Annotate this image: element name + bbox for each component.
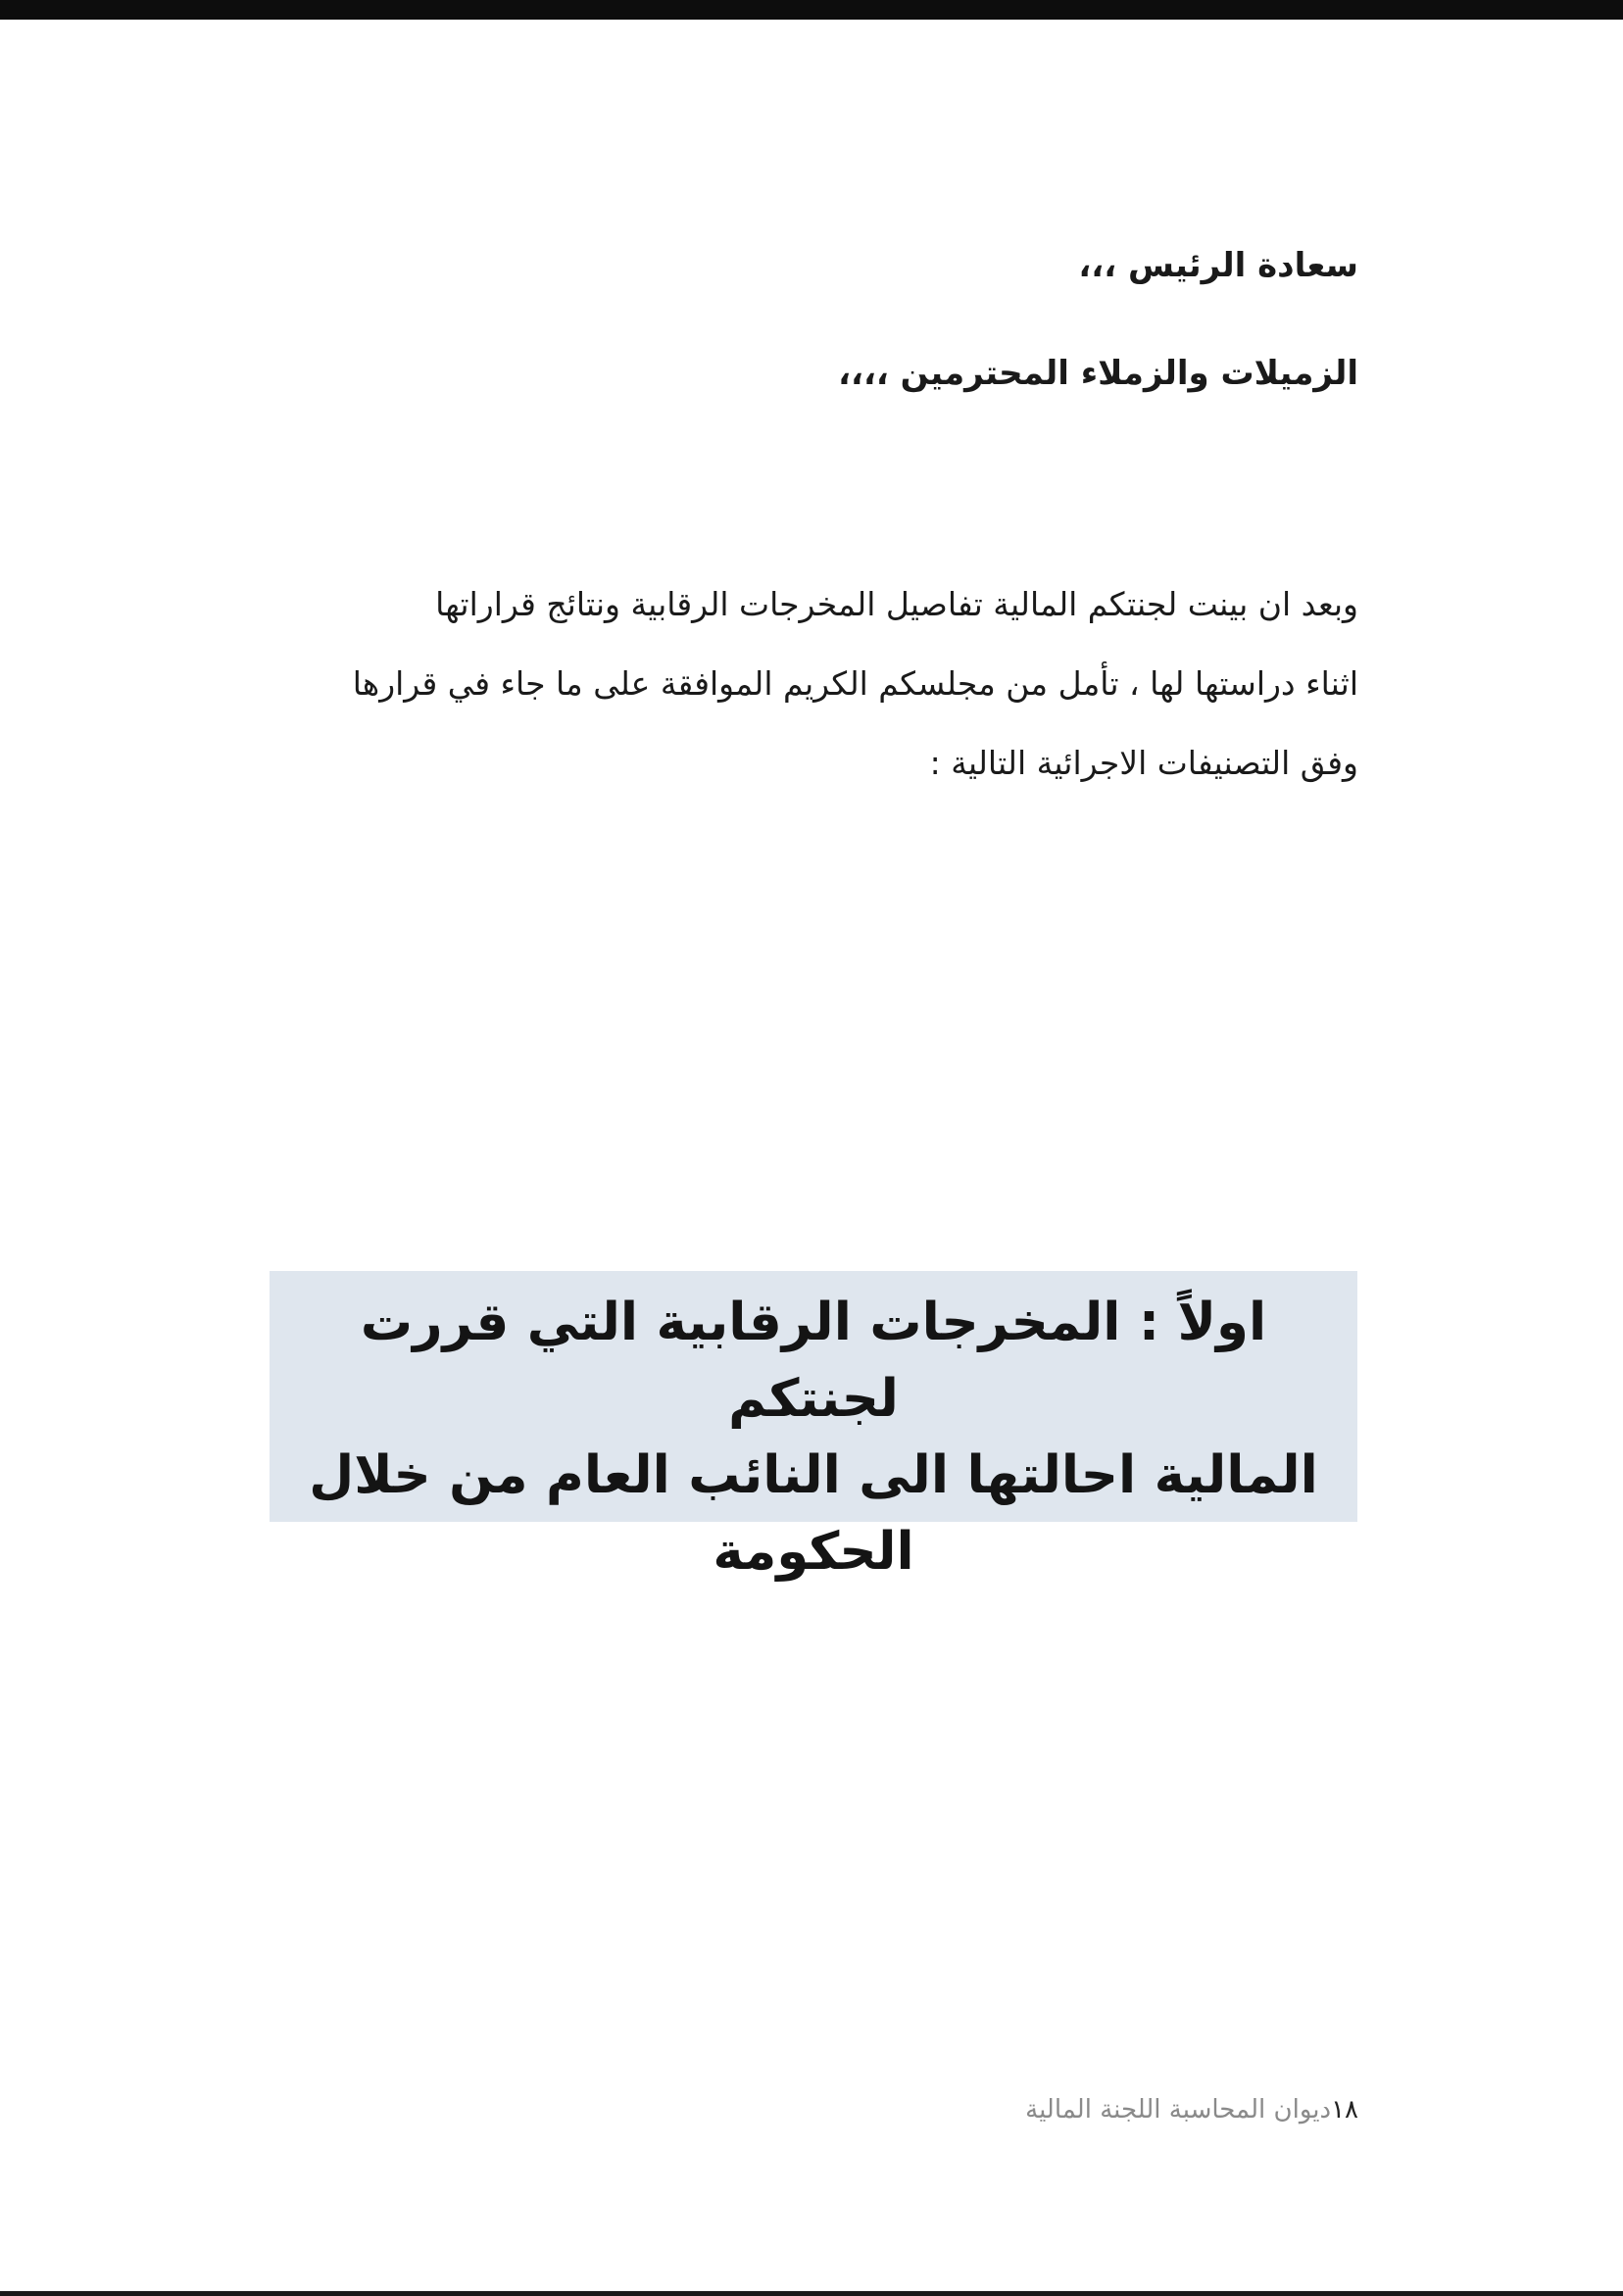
section-heading-line: اولاً : المخرجات الرقابية التي قررت لجنتكم bbox=[360, 1293, 1267, 1429]
running-title: ديوان المحاسبة اللجنة المالية bbox=[1025, 2095, 1332, 2125]
intro-paragraph bbox=[270, 564, 1358, 803]
intro-line: اثناء دراستها لها ، تأمل من مجلسكم الكريم الموافقة على ما جاء في قرارها bbox=[352, 664, 1358, 703]
greeting-president: سعادة الرئيس ،،، bbox=[1078, 246, 1358, 285]
section-heading-line: الحكومة bbox=[713, 1522, 914, 1582]
section-heading-line: المالية احالتها الى النائب العام من خلال bbox=[309, 1445, 1318, 1505]
greeting-colleagues: الزميلات والزملاء المحترمين ،،،، bbox=[838, 354, 1358, 393]
page-number: ١٨ bbox=[1331, 2095, 1358, 2125]
intro-line: وفق التصنيفات الاجرائية التالية : bbox=[929, 744, 1358, 782]
section-heading-box bbox=[270, 1271, 1357, 1582]
page-footer bbox=[770, 2095, 1358, 2125]
scan-top-border bbox=[0, 0, 1623, 20]
scan-bottom-border bbox=[0, 2291, 1623, 2296]
intro-line: وبعد ان بينت لجنتكم المالية تفاصيل المخرجات الرقابية ونتائج قراراتها bbox=[435, 585, 1358, 623]
